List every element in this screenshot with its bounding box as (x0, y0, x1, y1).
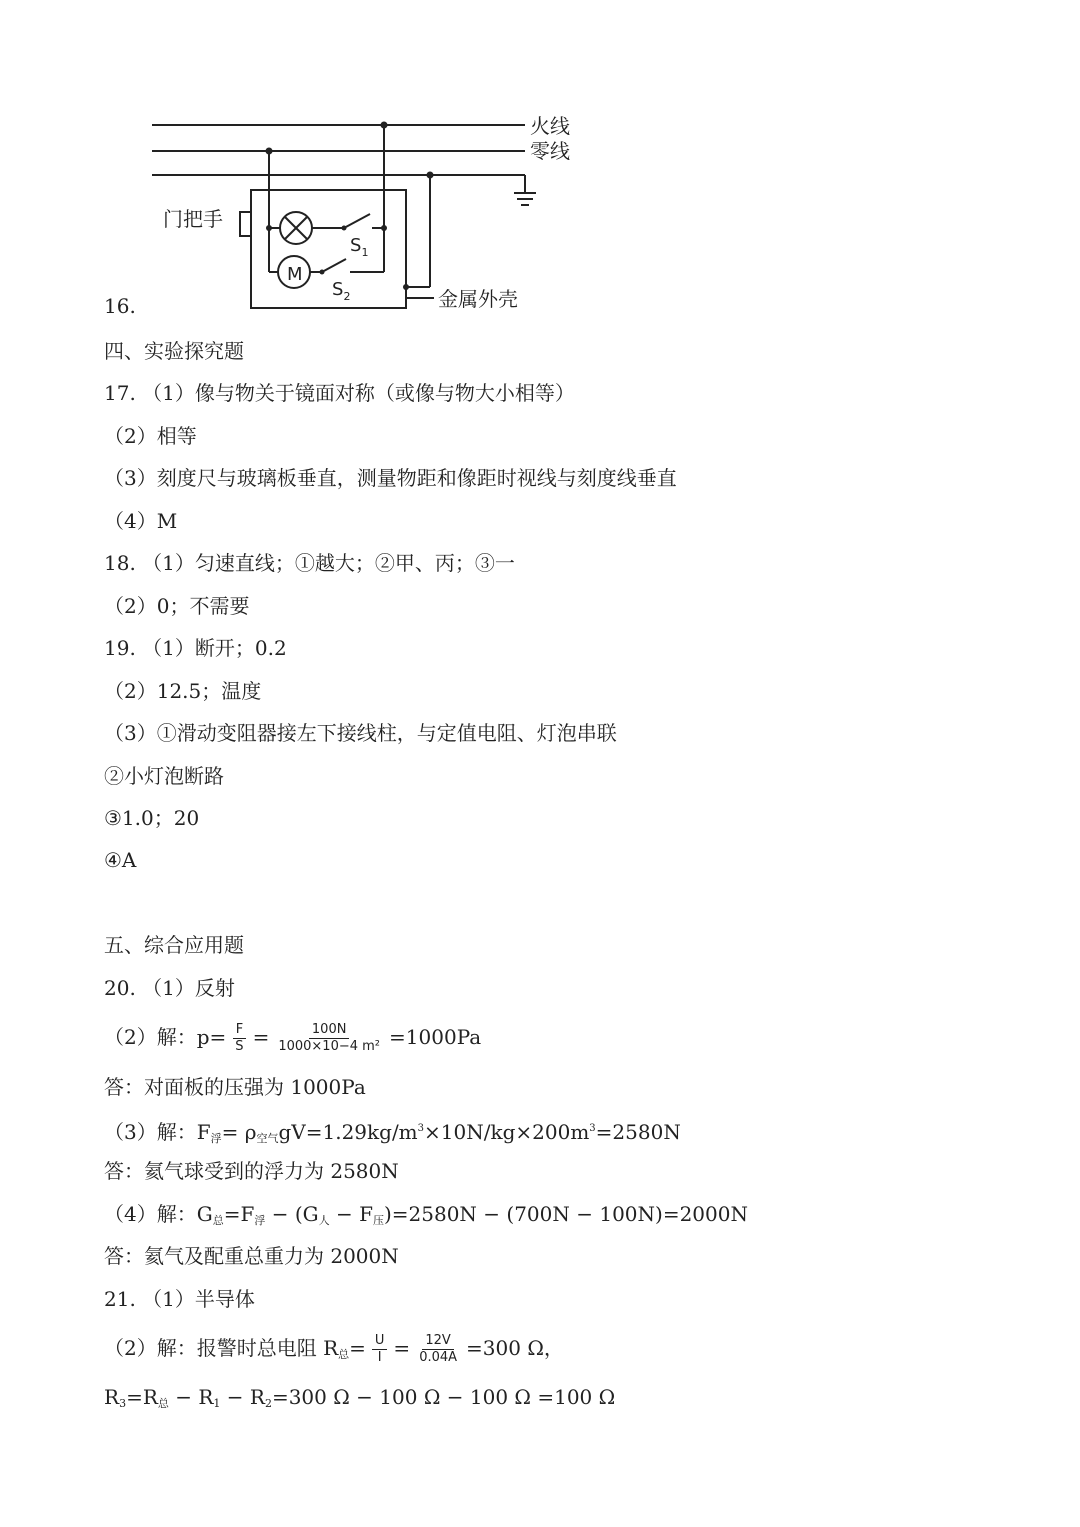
q18-line2: （2）0；不需要 (104, 594, 250, 618)
q20-line4: （4）解：$G_总=F_浮 - (G_人 - F_压)=2580N - (700N - 100N)=2000N$ (104, 1202, 748, 1227)
q17-line2: （2）相等 (104, 424, 197, 448)
q19-line4: ②小灯泡断路 (104, 764, 224, 788)
switch-s2-label: $S_2$ (332, 279, 351, 303)
neutral-wire-label: 零线 (530, 139, 570, 163)
fraction-resistance: $\frac{12V}{0.04A}$ (419, 1333, 458, 1365)
q20-line1: 20. （1）反射 (104, 976, 235, 1000)
live-wire-label: 火线 (530, 114, 570, 138)
fraction-f-over-s: $\frac{F}{S}$ (232, 1022, 246, 1055)
appliance-box (251, 190, 406, 308)
q19-line1: 19. （1）断开；0.2 (104, 636, 287, 660)
q21-line2: （2）解：报警时总电阻 $R_总=$ $\frac{U}{I}$ = $\frac{12V}{0.04A}$ =300 Ω， (104, 1333, 564, 1365)
q20-line3: （3）解：$F_浮= \rho_{空气}gV=1.29kg/m^3\times 10N/kg\times 200m^3=2580N$ (104, 1120, 681, 1145)
switch-s2 (322, 259, 346, 272)
q21-line3: $R_3=R_总 - R_1 - R_2=300$ Ω − 100 Ω − 100 Ω =100 Ω (104, 1385, 616, 1410)
switch-s1-label: $S_1$ (350, 235, 369, 259)
q20-answer2: 答：对面板的压强为 1000Pa (104, 1075, 366, 1099)
q19-line2: （2）12.5；温度 (104, 679, 262, 703)
motor-label: M (287, 264, 303, 285)
q17-line3: （3）刻度尺与玻璃板垂直，测量物距和像距时视线与刻度线垂直 (104, 466, 677, 490)
q20-answer3: 答：氦气球受到的浮力为 2580N (104, 1159, 399, 1183)
q20-answer4: 答：氦气及配重总重力为 2000N (104, 1244, 399, 1268)
q19-line3: （3）①滑动变阻器接左下接线柱，与定值电阻、灯泡串联 (104, 721, 617, 745)
door-handle-label: 门把手 (163, 207, 223, 231)
q19-line5: ③1.0；20 (104, 806, 200, 830)
q18-line1: 18. （1）匀速直线；①越大；②甲、丙；③一 (104, 551, 515, 575)
section4-title: 四、实验探究题 (104, 339, 244, 363)
q16-number: 16. (104, 294, 136, 318)
metal-shell-label: 金属外壳 (438, 287, 518, 311)
q19-line6: ④A (104, 848, 137, 872)
door-handle (240, 212, 251, 236)
fraction-pressure: $\frac{100N}{\text{1000×10−4 m²}}$ (278, 1022, 381, 1054)
section5-title: 五、综合应用题 (104, 933, 244, 957)
q20-line2: （2）解：p= $\frac{F}{S}$ = $\frac{100N}{\text{1000×10−4 m²}}$ =1000Pa (104, 1022, 482, 1054)
q17-line4: （4）M (104, 509, 178, 533)
switch-s1 (344, 214, 370, 228)
q17-line1: 17. （1）像与物关于镜面对称（或像与物大小相等） (104, 381, 575, 405)
q21-line1: 21. （1）半导体 (104, 1287, 255, 1311)
fraction-u-over-i: $\frac{U}{I}$ (372, 1333, 388, 1366)
circuit-diagram (0, 0, 1080, 330)
